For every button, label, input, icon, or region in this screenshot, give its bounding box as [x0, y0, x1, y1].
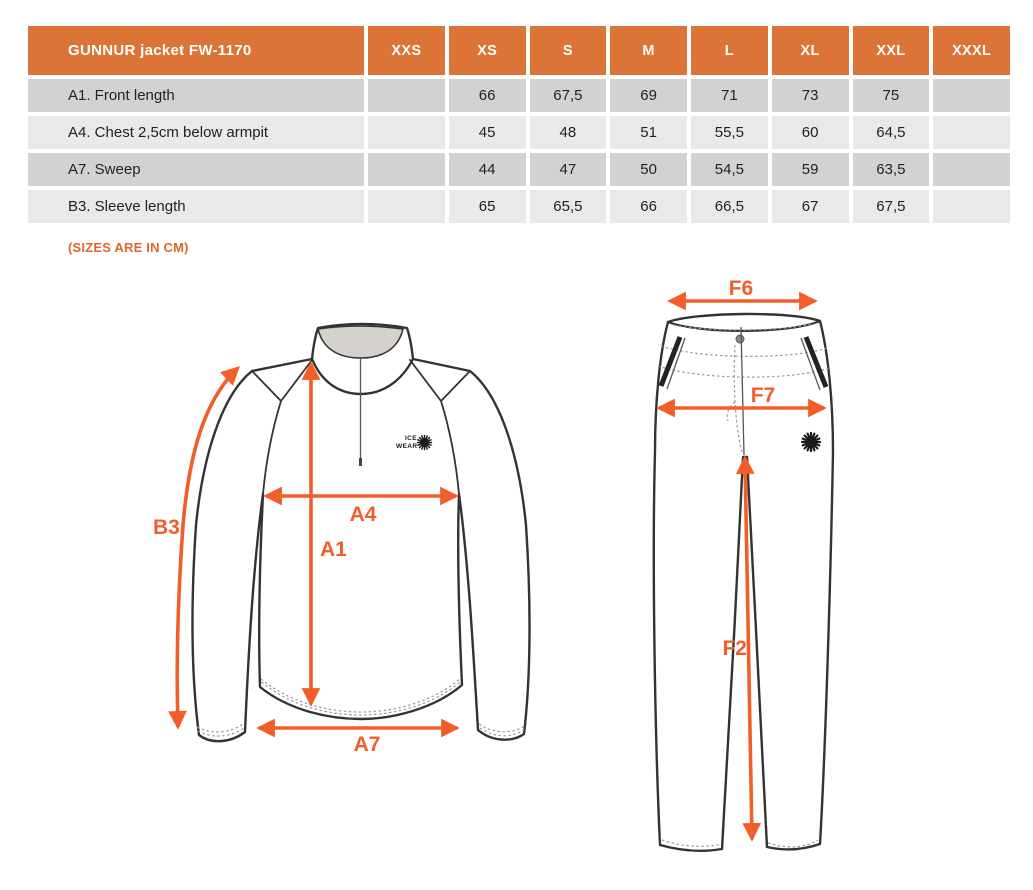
logo-text-ice: ICE — [404, 435, 417, 442]
value-cell — [933, 116, 1010, 149]
value-cell: 50 — [610, 153, 687, 186]
value-cell: 54,5 — [691, 153, 768, 186]
value-cell: 64,5 — [853, 116, 930, 149]
value-cell: 73 — [772, 79, 849, 112]
size-header-xxl: XXL — [853, 26, 930, 75]
value-cell: 48 — [530, 116, 607, 149]
value-cell: 66,5 — [691, 190, 768, 223]
value-cell — [933, 190, 1010, 223]
value-cell: 60 — [772, 116, 849, 149]
size-header-xl: XL — [772, 26, 849, 75]
value-cell: 59 — [772, 153, 849, 186]
measurement-label-a1: A1 — [320, 538, 347, 561]
waist-button — [736, 335, 744, 343]
row-label-a7: A7. Sweep — [28, 153, 364, 186]
value-cell: 66 — [610, 190, 687, 223]
value-cell: 47 — [530, 153, 607, 186]
value-cell — [368, 79, 445, 112]
jacket-outline — [193, 324, 530, 741]
value-cell: 67,5 — [530, 79, 607, 112]
value-cell: 65 — [449, 190, 526, 223]
value-cell: 44 — [449, 153, 526, 186]
value-cell: 55,5 — [691, 116, 768, 149]
value-cell: 71 — [691, 79, 768, 112]
value-cell: 75 — [853, 79, 930, 112]
size-header-xxs: XXS — [368, 26, 445, 75]
value-cell: 65,5 — [530, 190, 607, 223]
size-header-s: S — [530, 26, 607, 75]
sizes-note: (SIZES ARE IN CM) — [68, 240, 189, 255]
value-cell: 51 — [610, 116, 687, 149]
jacket-technical-drawing — [128, 283, 564, 769]
measurement-label-a7: A7 — [353, 733, 381, 756]
size-header-l: L — [691, 26, 768, 75]
measurement-label-f7: F7 — [750, 384, 776, 407]
value-cell — [368, 116, 445, 149]
value-cell — [933, 79, 1010, 112]
row-label-b3: B3. Sleeve length — [28, 190, 364, 223]
measurement-label-b3: B3 — [153, 516, 180, 539]
size-chart-table — [28, 26, 1010, 223]
pants-technical-drawing — [628, 273, 1033, 873]
value-cell: 45 — [449, 116, 526, 149]
row-label-a1: A1. Front length — [28, 79, 364, 112]
value-cell — [933, 153, 1010, 186]
snowflake-icon — [418, 436, 432, 450]
value-cell — [368, 190, 445, 223]
value-cell: 69 — [610, 79, 687, 112]
measurement-label-f6: F6 — [728, 277, 754, 300]
snowflake-logo — [802, 433, 820, 451]
logo-text-wear: WEAR — [396, 443, 418, 450]
size-header-m: M — [610, 26, 687, 75]
value-cell — [368, 153, 445, 186]
row-label-a4: A4. Chest 2,5cm below armpit — [28, 116, 364, 149]
measurement-label-f2: F2 — [722, 637, 747, 660]
size-header-xs: XS — [449, 26, 526, 75]
pants-outline — [654, 314, 833, 851]
measurement-label-a4: A4 — [349, 503, 377, 526]
table-title: GUNNUR jacket FW-1170 — [28, 26, 364, 75]
size-header-xxxl: XXXL — [933, 26, 1010, 75]
value-cell: 67,5 — [853, 190, 930, 223]
value-cell: 63,5 — [853, 153, 930, 186]
value-cell: 67 — [772, 190, 849, 223]
value-cell: 66 — [449, 79, 526, 112]
